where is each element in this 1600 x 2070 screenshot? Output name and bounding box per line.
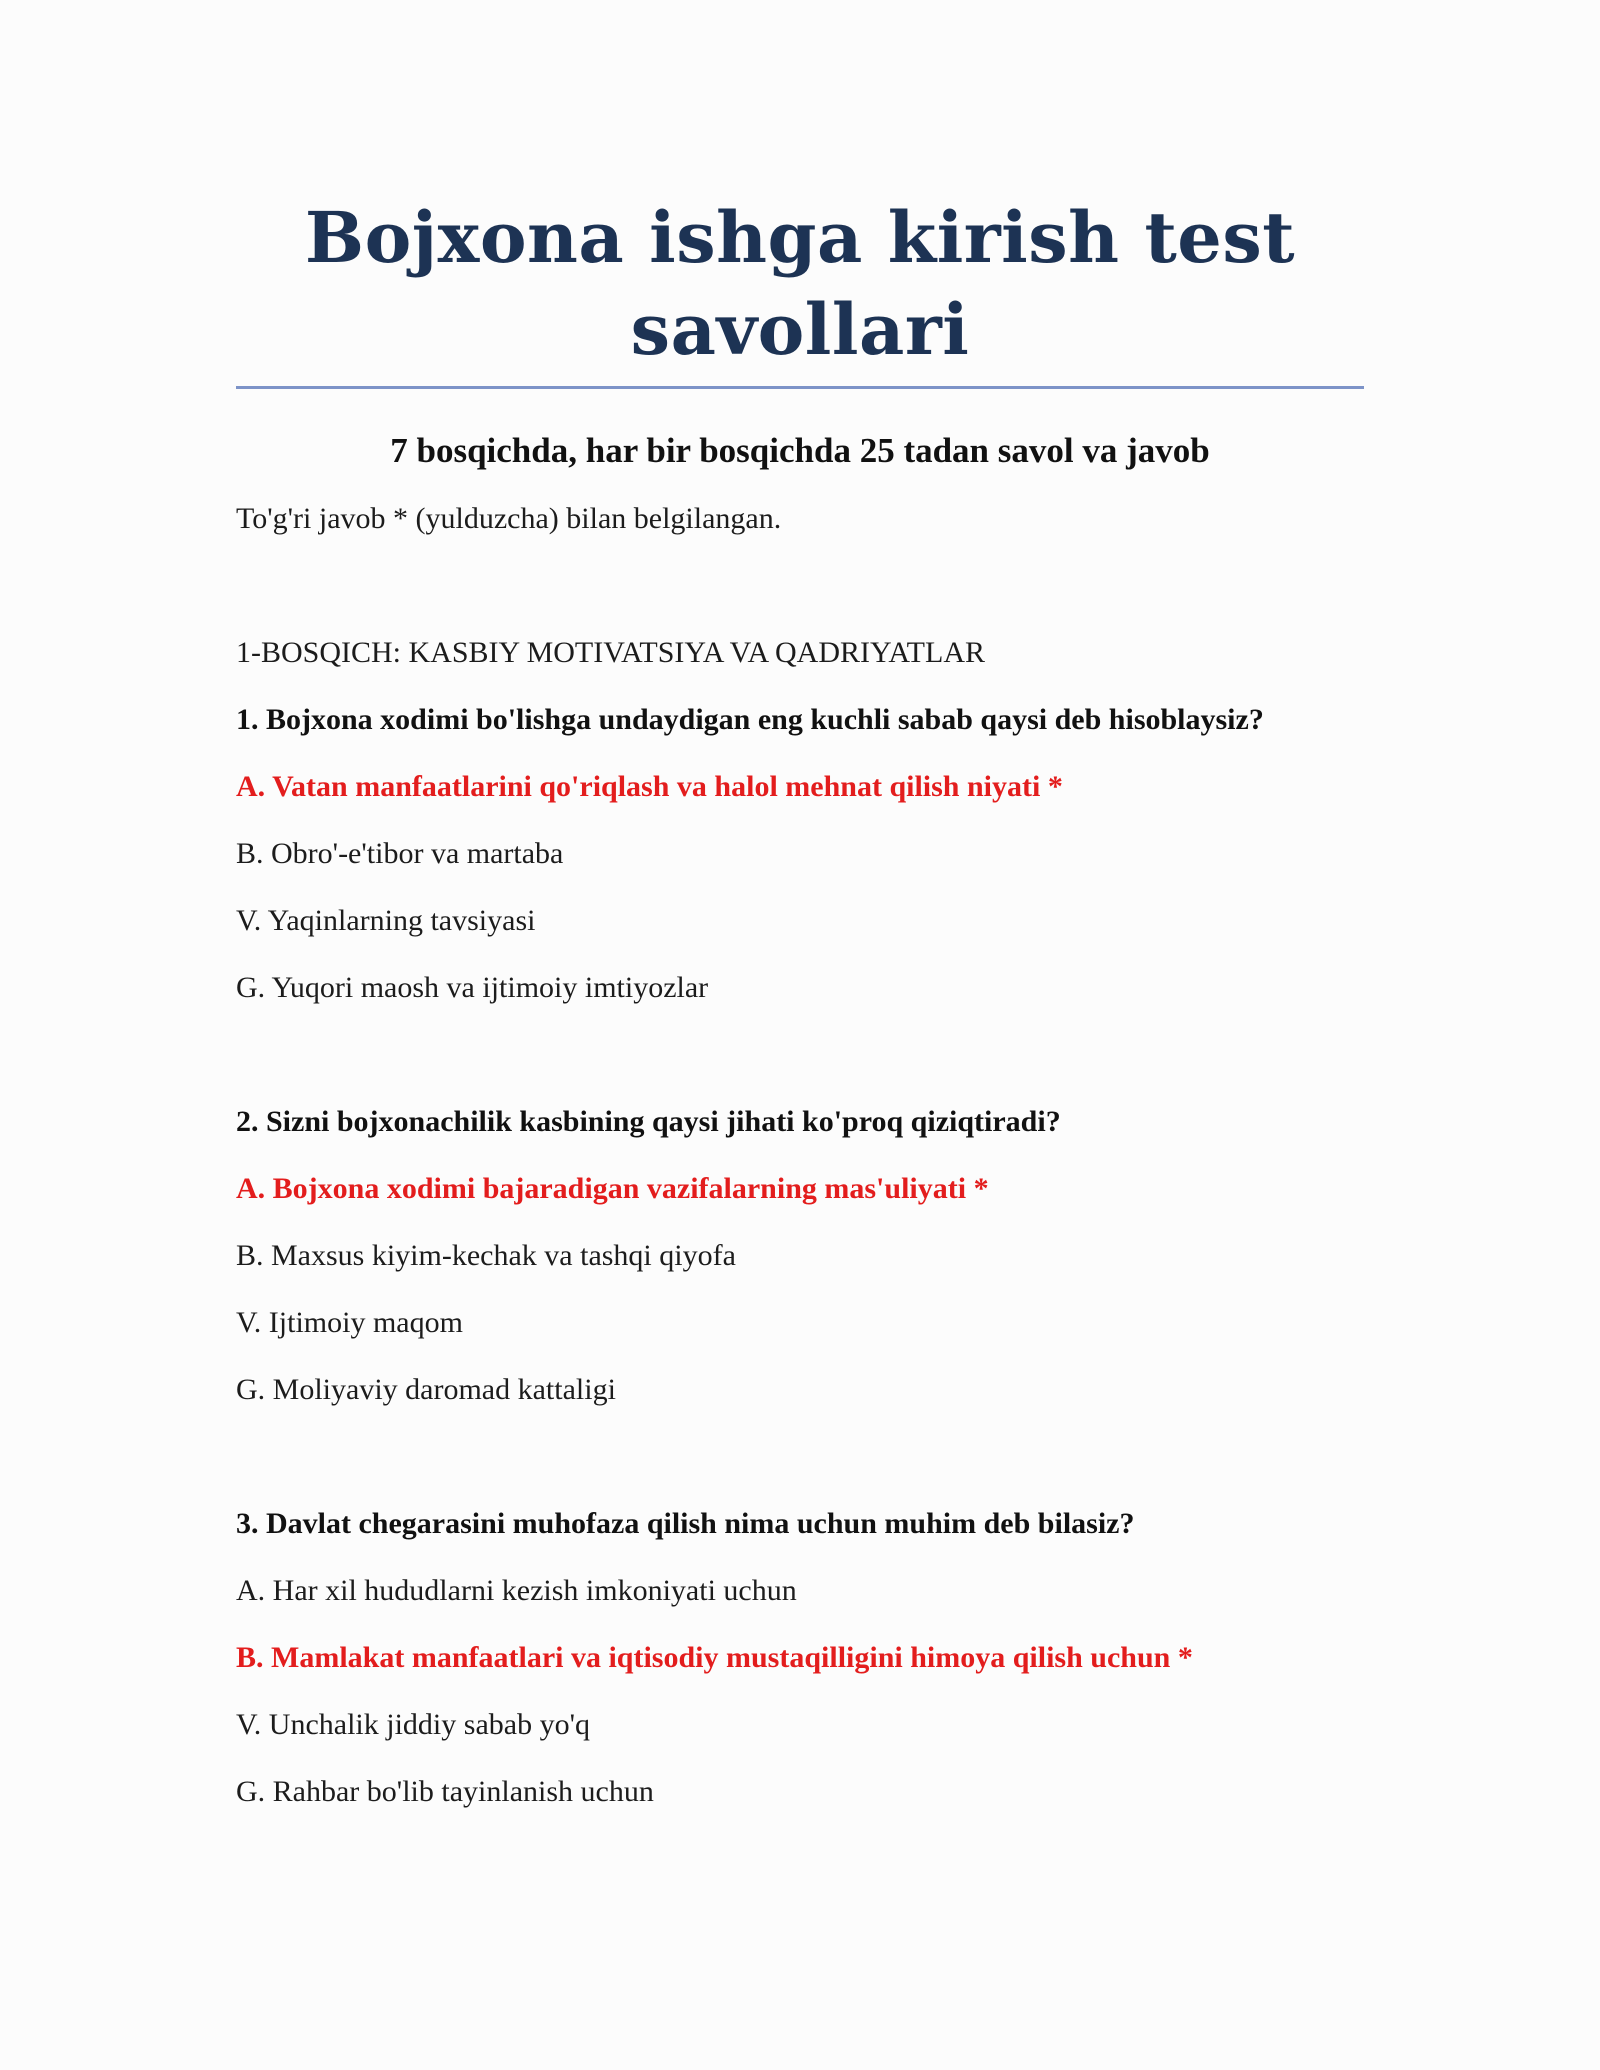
answer-option: G. Moliyaviy daromad kattaligi bbox=[236, 1373, 616, 1406]
answer-option: B. Obro'-e'tibor va martaba bbox=[236, 837, 564, 870]
question-text: 1. Bojxona xodimi bo'lishga undaydigan eng kuchli sabab qaysi deb hisoblaysiz? bbox=[236, 703, 1264, 736]
answer-option-correct: A. Vatan manfaatlarini qo'riqlash va halol mehnat qilish niyati * bbox=[236, 770, 1063, 803]
answer-option: G. Yuqori maosh va ijtimoiy imtiyozlar bbox=[236, 971, 709, 1004]
stage-heading: 1-BOSQICH: KASBIY MOTIVATSIYA VA QADRIYATLAR bbox=[236, 636, 985, 669]
question-block bbox=[236, 1506, 1364, 1810]
answer-option-correct: B. Mamlakat manfaatlari va iqtisodiy mustaqilligini himoya qilish uchun * bbox=[236, 1641, 1193, 1674]
question-block bbox=[236, 702, 1364, 1006]
document-title-line-2: savollari bbox=[630, 288, 970, 371]
question-text: 3. Davlat chegarasini muhofaza qilish nima uchun muhim deb bilasiz? bbox=[236, 1507, 1135, 1540]
question-block bbox=[236, 1104, 1364, 1408]
answer-option: V. Ijtimoiy maqom bbox=[236, 1306, 463, 1339]
title-underline-divider bbox=[236, 386, 1364, 389]
answer-option: V. Unchalik jiddiy sabab yo'q bbox=[236, 1708, 590, 1741]
document-page bbox=[236, 0, 1364, 1810]
document-title-line-1: Bojxona ishga kirish test bbox=[304, 196, 1296, 279]
question-text: 2. Sizni bojxonachilik kasbining qaysi jihati ko'proq qiziqtiradi? bbox=[236, 1105, 1061, 1138]
document-subtitle: 7 bosqichda, har bir bosqichda 25 tadan savol va javob bbox=[390, 431, 1210, 470]
answer-option: A. Har xil hududlarni kezish imkoniyati uchun bbox=[236, 1574, 797, 1607]
answer-option-correct: A. Bojxona xodimi bajaradigan vazifalarning mas'uliyati * bbox=[236, 1172, 989, 1205]
answer-option: B. Maxsus kiyim-kechak va tashqi qiyofa bbox=[236, 1239, 736, 1272]
answer-option: G. Rahbar bo'lib tayinlanish uchun bbox=[236, 1775, 654, 1808]
document-title bbox=[236, 192, 1364, 376]
answer-option: V. Yaqinlarning tavsiyasi bbox=[236, 904, 536, 937]
answer-key-note: To'g'ri javob * (yulduzcha) bilan belgilangan. bbox=[236, 502, 782, 535]
